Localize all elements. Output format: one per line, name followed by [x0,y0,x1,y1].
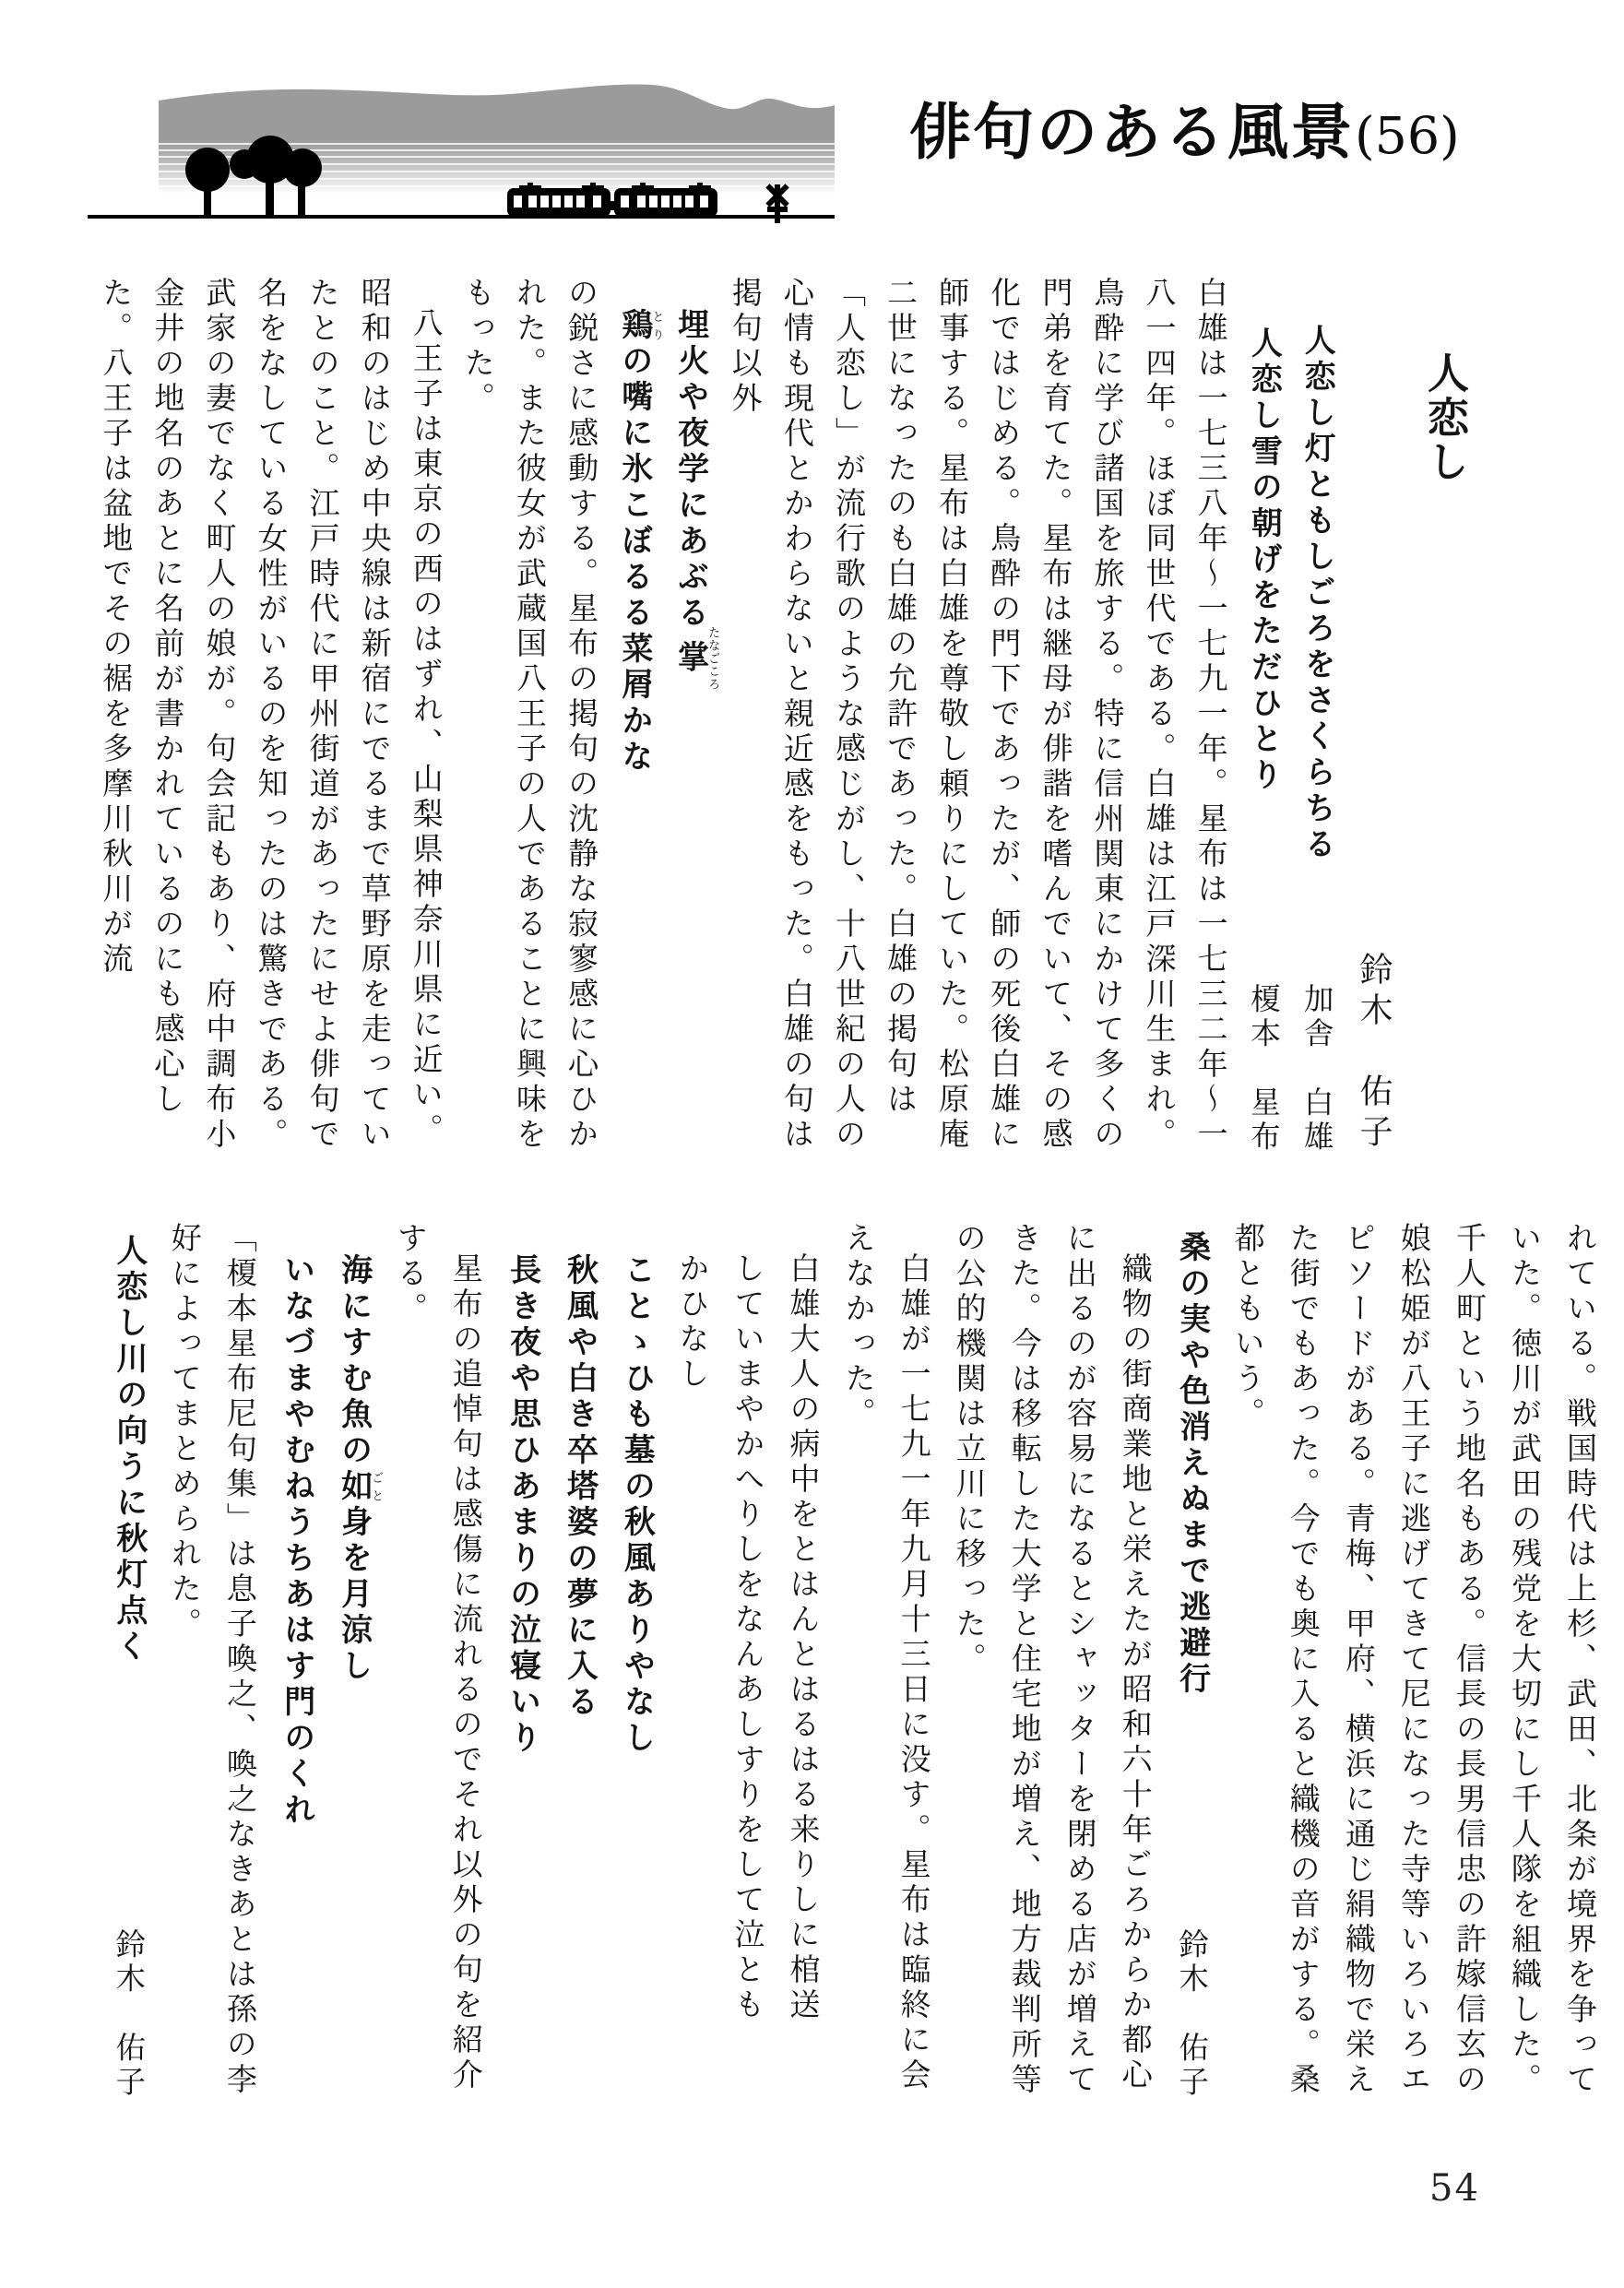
haiku-poet: 鈴木 佑子 [111,1927,147,2100]
opening-haiku-2 [1237,277,1290,1155]
paragraph-biography: 白雄は一七三八年〜一七九一年。星布は一七三二年〜一八一四年。ほぼ同世代である。白雄は江戸深川生まれ。鳥酔に学び諸国を旅する。特に信州関東にかけて多くの門弟を育てた。星布は継母が俳諧を嗜んでいて、その感化ではじめる。鳥酔の門下であったが、師の死後白雄に師事する。星布は白雄を尊敬し頼りにしていた。松原庵二世になったのも白雄の允許であった。白雄の掲句は「人恋し」が流行歌のような感じがし、十八世紀の人の心情も現代とかわらないと親近感をもった。白雄の句は掲句以外 [727,277,1229,1153]
article-author: 鈴木 佑子 [1355,952,1393,1155]
series-title: 俳句のある風景 [909,97,1355,168]
haiku-line: ことゝひも墓の秋風ありやなし [618,1253,656,1757]
suzuki-haiku-1 [1163,1222,1220,2100]
quote-line: かひなし [674,1252,711,1393]
haiku-poet: 加舎 白雄 [1299,982,1335,1155]
header-art [88,48,835,223]
haiku-line: 海にすむ魚の如ごと身を月涼し [335,1253,384,1685]
paragraph-hachioji: 八王子は東京の西のはずれ、山梨県神奈川県に近い。昭和のはじめ中央線は新宿にでるまで草野原を走っていたとのこと。江戸時代に甲州街道があったにせよ俳句で名をなしている女性がいるのを知ったのは驚きである。武家の妻でなく町人の娘が。句会記もあり、府中調布小金井の地名のあとに名前が書かれているのにも感心した。八王子は盆地でその裾を多摩川秋川が流 [98,277,445,1153]
haiku-text: 桑の実や色消えぬまで逃避行 [1173,1229,1211,1698]
seifu-haiku-block [267,1222,383,2100]
ground-line [88,215,835,219]
memorial-haiku-block [493,1222,665,2100]
haiku-poet: 鈴木 佑子 [1174,1927,1210,2100]
paragraph-death: 白雄が一七九一年九月十三日に没す。星布は臨終に会えなかった。 [840,1222,932,2093]
haiku-text: 人恋し灯ともしごろをさくらちる [1298,323,1336,863]
quote-line: 白雄大人の病中をとはんとはるはる来りしに棺送 [785,1252,822,2023]
text-block-top [89,277,1486,1155]
opening-haiku-1 [1289,277,1343,1155]
haiku-line: 埋火や夜学にあぶる掌たなごころ [671,308,720,691]
article-title: 人恋し [1420,351,1469,484]
haiku-text: 人恋し川の向うに秋灯点く [110,1233,148,1666]
column-header-title [909,83,1460,171]
quote-line: していまやかへりしをなんあしすりをして泣とも [729,1252,766,2023]
paragraph-impression: の鋭さに感動する。星布の掲句の沈静な寂寥感に心ひかれた。また彼女が武蔵国八王子の人であることに興味をもった。 [459,277,600,1153]
deathbed-note-quote [664,1222,830,2100]
hakuo-haiku-block [607,277,719,1155]
haiku-text: 人恋し雪の朝げをただひとり [1245,326,1283,794]
haiku-poet: 榎本 星布 [1246,982,1282,1155]
haiku-line: 長き夜や思ひあまりの泣寝いり [504,1253,541,1757]
text-block-bottom [100,1222,1607,2100]
paragraph-town-today: 織物の街商業地と栄えたが昭和六十年ごろからか都心に出るのが容易になるとシャッターを閉める店が増えてきた。今は移転した大学と住宅地が増え、地方裁判所等の公的機関は立川に移った。 [951,1222,1154,2098]
haiku-line: 鶏とりの嘴に氷こぼるる菜屑かな [615,308,664,776]
paragraph-kushu: 「榎本星布尼句集」は息子喚之、喚之なきあとは孫の李好によってまとめられた。 [166,1222,258,2098]
paragraph-history: れている。戦国時代は上杉、武田、北条が境界を争っていた。徳川が武田の残党を大切にし千人隊を組織した。千人町という地名もある。信長の長男信忠の許嫁信玄の娘松姫が八王子に逃げてきて尼になった寺等いろいろエピソードがある。青梅、甲府、横浜に通じ絹織物で栄えた街でもあった。今でも奥に入ると織機の音がする。桑都ともいう。 [1229,1222,1598,2098]
landscape-illustration [88,48,835,223]
paragraph-memorial-intro: 星布の追悼句は感傷に流れるのでそれ以外の句を紹介する。 [392,1222,484,2093]
issue-number: (56) [1355,107,1460,166]
page-number: 54 [1429,2167,1480,2210]
haiku-line: 秋風や白き卒塔婆の夢に入る [561,1253,599,1721]
haiku-line: いなづまやむねうちあはす門のくれ [278,1253,315,1829]
suzuki-haiku-2 [100,1222,157,2100]
